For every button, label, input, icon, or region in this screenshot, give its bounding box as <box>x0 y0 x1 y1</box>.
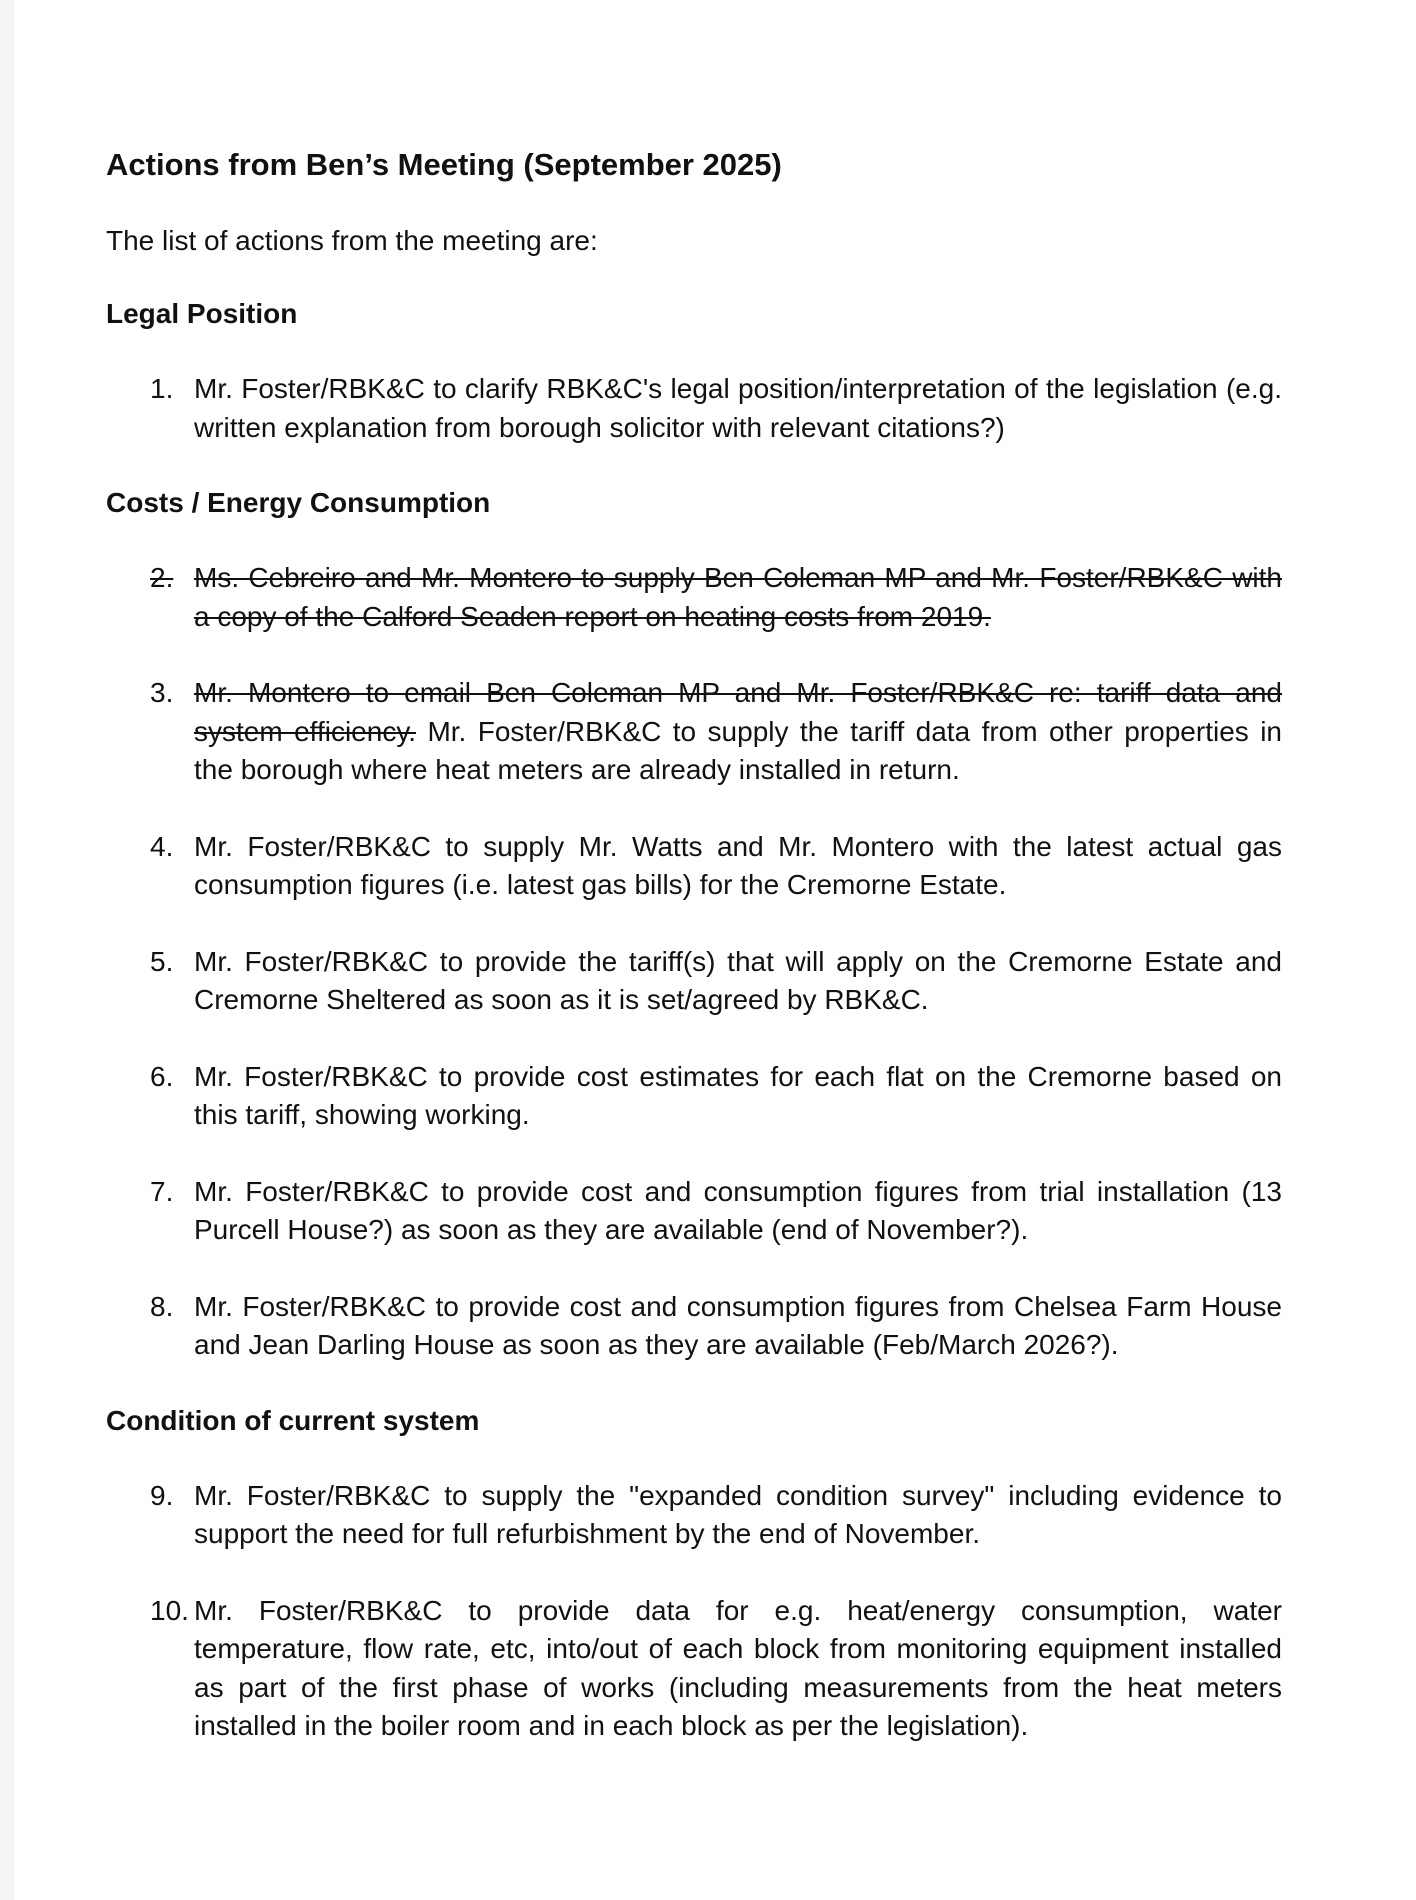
action-text: Mr. Foster/RBK&C to supply Mr. Watts and Mr. Montero with the latest actual gas consumption figures (i.e. latest gas bills) for the Cremorne Estate. <box>194 830 1282 900</box>
action-text: Mr. Foster/RBK&C to clarify RBK&C's legal position/interpretation of the legislation (e.g. written explanation from borough solicitor with relevant citations?) <box>194 373 1282 443</box>
section-heading-condition: Condition of current system <box>106 1404 480 1436</box>
action-number: 5. <box>150 945 174 977</box>
action-text: Mr. Foster/RBK&C to provide cost and consumption figures from trial installation (13 Purcell House?) as soon as they are available (end of November?). <box>194 1175 1282 1245</box>
action-number: 7. <box>150 1175 174 1207</box>
action-text: Mr. Foster/RBK&C to provide data for e.g. heat/energy consumption, water temperature, flow rate, etc, into/out of each block from monitoring equipment installed as part of the first phase of works (including measurements from the heat meters installed in the boiler room and in each block as per the legislation). <box>194 1594 1282 1741</box>
action-number: 10. <box>150 1594 189 1626</box>
action-number: 1. <box>150 373 174 404</box>
action-number: 3. <box>150 677 174 708</box>
action-text: Mr. Foster/RBK&C to provide cost estimates for each flat on the Cremorne based on this tariff, showing working. <box>194 1060 1282 1130</box>
document-title: Actions from Ben’s Meeting (September 2025) <box>106 147 782 182</box>
action-number: 2. <box>150 562 174 593</box>
action-item-3 <box>106 674 1282 790</box>
action-list-legal-position <box>106 370 1282 447</box>
action-list-costs-energy <box>106 559 1282 1365</box>
action-item-7 <box>106 1173 1282 1250</box>
action-text: Mr. Foster/RBK&C to supply the tariff data from other properties in the borough where heat meters are already installed in return. <box>194 715 1282 785</box>
action-item-8 <box>106 1288 1282 1365</box>
action-number: 8. <box>150 1290 174 1322</box>
action-item-1 <box>106 370 1282 447</box>
action-number: 9. <box>150 1479 174 1511</box>
action-item-2 <box>106 559 1282 636</box>
action-number: 6. <box>150 1060 174 1092</box>
action-item-9 <box>106 1477 1282 1554</box>
action-struck-text: Ms. Cebreiro and Mr. Montero to supply Ben Coleman MP and Mr. Foster/RBK&C with a copy of the Calford Seaden report on heating costs from 2019. <box>194 562 1282 632</box>
action-item-6 <box>106 1058 1282 1135</box>
action-item-5 <box>106 943 1282 1020</box>
section-heading-legal-position: Legal Position <box>106 298 298 329</box>
document-content <box>106 146 1282 1784</box>
action-list-condition <box>106 1477 1282 1746</box>
action-text: Mr. Foster/RBK&C to provide the tariff(s) that will apply on the Cremorne Estate and Cremorne Sheltered as soon as it is set/agreed by RBK&C. <box>194 945 1282 1015</box>
action-item-10 <box>106 1592 1282 1746</box>
intro-text: The list of actions from the meeting are: <box>106 225 598 256</box>
document-page <box>14 0 1416 1900</box>
action-text: Mr. Foster/RBK&C to provide cost and consumption figures from Chelsea Farm House and Jean Darling House as soon as they are available (Feb/March 2026?). <box>194 1290 1282 1360</box>
action-text: Mr. Foster/RBK&C to supply the "expanded condition survey" including evidence to support the need for full refurbishment by the end of November. <box>194 1479 1282 1549</box>
action-item-4 <box>106 828 1282 905</box>
section-heading-costs-energy: Costs / Energy Consumption <box>106 487 491 518</box>
action-number: 4. <box>150 830 174 862</box>
action-struck-text: Mr. Montero to email Ben Coleman MP and Mr. Foster/RBK&C re: tariff data and system efficiency. <box>194 677 1282 747</box>
